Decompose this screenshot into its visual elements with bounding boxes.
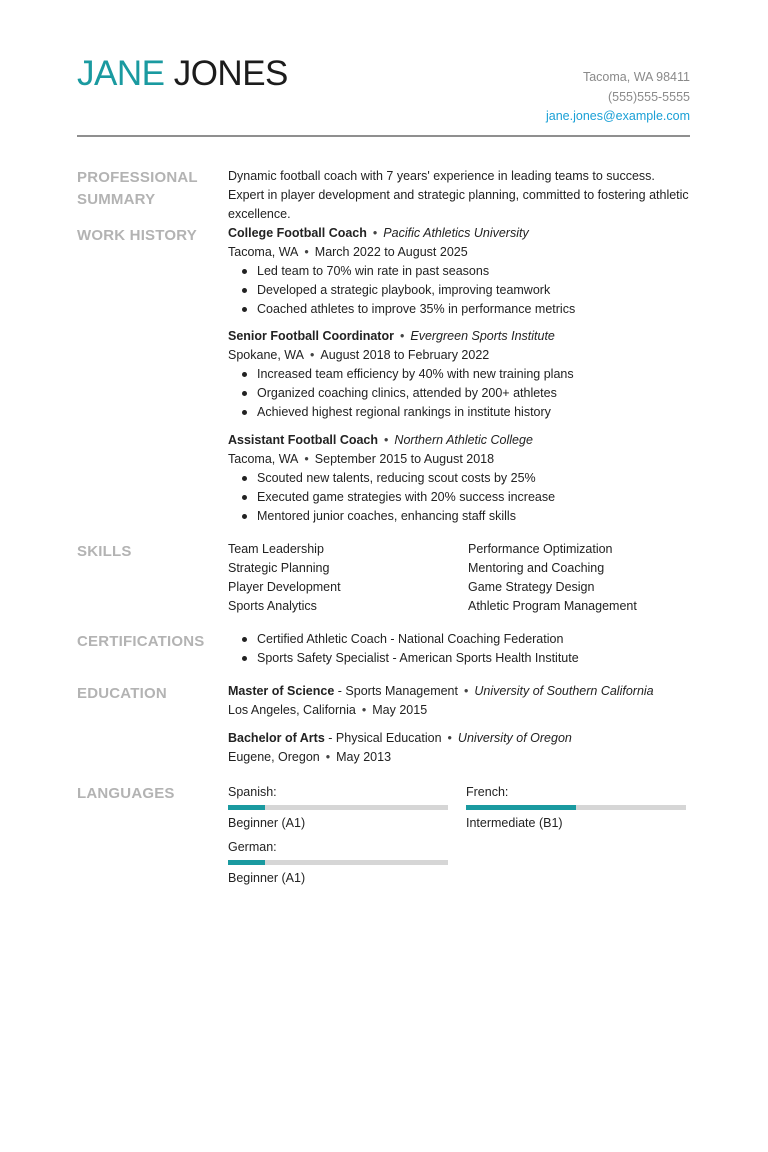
skill-item: Mentoring and Coaching	[468, 561, 605, 575]
separator-dot: •	[463, 684, 469, 698]
graduation-date: May 2015	[372, 703, 428, 717]
job-company: Evergreen Sports Institute	[410, 329, 555, 343]
separator-dot: •	[372, 226, 378, 240]
language-item	[228, 784, 448, 833]
job-title: College Football Coach	[228, 226, 367, 240]
school: University of Oregon	[457, 731, 572, 745]
skill-item: Team Leadership	[228, 542, 324, 556]
school: University of Southern California	[474, 684, 654, 698]
language-proficiency-bar	[228, 860, 448, 865]
separator-dot: •	[399, 329, 405, 343]
separator-dot: •	[447, 731, 452, 745]
job-dates: September 2015 to August 2018	[314, 452, 495, 466]
phone: (555)555-5555	[607, 89, 690, 104]
language-proficiency-fill	[466, 805, 576, 810]
education-entry	[228, 729, 690, 767]
job-dates: August 2018 to February 2022	[320, 348, 490, 362]
section-title-line: PROFESSIONAL	[77, 169, 198, 186]
job-bullets	[228, 365, 690, 422]
cert-bullets	[228, 630, 690, 668]
section-title-education: EDUCATION	[77, 685, 167, 702]
language-item	[228, 839, 448, 888]
job-entry	[228, 224, 690, 319]
separator-dot: •	[304, 452, 309, 466]
job-title: Assistant Football Coach	[228, 433, 379, 447]
section-title-skills: SKILLS	[77, 543, 132, 560]
section-title-languages: LANGUAGES	[77, 785, 175, 802]
language-proficiency-bar	[228, 805, 448, 810]
job-company: Northern Athletic College	[394, 433, 533, 447]
job-company: Pacific Athletics University	[383, 226, 529, 240]
education-header	[228, 682, 690, 701]
language-item	[466, 784, 686, 833]
job-bullet: Coached athletes to improve 35% in performance metrics	[257, 300, 690, 319]
degree-field: - Physical Education	[328, 731, 442, 745]
contact-block	[546, 68, 690, 127]
language-proficiency-fill	[228, 805, 265, 810]
job-bullet: Scouted new talents, reducing scout costs by 25%	[257, 469, 690, 488]
education-entry	[228, 682, 690, 720]
cert-item: Certified Athletic Coach - National Coaching Federation	[257, 630, 690, 649]
separator-dot: •	[325, 750, 331, 764]
job-bullet: Executed game strategies with 20% success increase	[257, 488, 690, 507]
section-title-certifications: CERTIFICATIONS	[77, 633, 205, 650]
skill-item: Performance Optimization	[468, 542, 613, 556]
job-header	[228, 224, 690, 243]
degree-field: - Sports Management	[337, 684, 458, 698]
job-location: Spokane, WA	[228, 348, 304, 362]
language-proficiency-bar	[466, 805, 686, 810]
separator-dot: •	[304, 245, 309, 259]
job-bullets	[228, 262, 690, 319]
section-title-work-history: WORK HISTORY	[77, 227, 197, 244]
last-name: JONES	[173, 54, 288, 93]
email-link[interactable]: jane.jones@example.com	[545, 109, 690, 123]
job-location: Tacoma, WA	[228, 452, 299, 466]
education-header	[228, 729, 690, 748]
job-entry	[228, 431, 690, 526]
separator-dot: •	[384, 433, 389, 447]
summary-text: Dynamic football coach with 7 years' experience in leading teams to success. Expert in player development and strategic planning, committed to fostering athletic excellence.	[228, 169, 689, 221]
address: Tacoma, WA 98411	[582, 70, 690, 84]
job-header	[228, 327, 690, 346]
language-level: Intermediate (B1)	[466, 816, 563, 830]
skill-item: Strategic Planning	[228, 561, 330, 575]
degree: Bachelor of Arts	[228, 731, 325, 745]
candidate-name	[77, 52, 288, 96]
language-proficiency-fill	[228, 860, 265, 865]
job-bullet: Developed a strategic playbook, improving teamwork	[257, 281, 690, 300]
job-bullet: Increased team efficiency by 40% with new training plans	[257, 365, 690, 384]
language-level: Beginner (A1)	[228, 816, 306, 830]
skill-item: Athletic Program Management	[468, 599, 637, 613]
job-meta	[228, 450, 690, 469]
section-title-summary	[77, 167, 207, 211]
separator-dot: •	[309, 348, 315, 362]
job-header	[228, 431, 690, 450]
language-name: German:	[228, 840, 277, 854]
first-name: JANE	[77, 54, 165, 93]
job-meta	[228, 346, 690, 365]
job-dates: March 2022 to August 2025	[314, 245, 468, 259]
education-meta	[228, 748, 690, 767]
degree: Master of Science	[228, 684, 335, 698]
job-meta	[228, 243, 690, 262]
header-divider	[77, 135, 690, 137]
certifications-list	[228, 630, 690, 668]
job-bullet: Mentored junior coaches, enhancing staff skills	[257, 507, 690, 526]
graduation-date: May 2013	[336, 750, 392, 764]
skill-item: Player Development	[228, 580, 341, 594]
job-location: Tacoma, WA	[228, 245, 299, 259]
job-bullet: Organized coaching clinics, attended by 200+ athletes	[257, 384, 690, 403]
separator-dot: •	[361, 703, 367, 717]
job-bullet: Led team to 70% win rate in past seasons	[257, 262, 690, 281]
language-level: Beginner (A1)	[228, 871, 306, 885]
job-bullets	[228, 469, 690, 526]
skill-item: Game Strategy Design	[468, 580, 595, 594]
education-meta	[228, 701, 690, 720]
school-location: Los Angeles, California	[228, 703, 356, 717]
cert-item: Sports Safety Specialist - American Sports Health Institute	[257, 649, 690, 668]
job-title: Senior Football Coordinator	[228, 329, 394, 343]
job-bullet: Achieved highest regional rankings in institute history	[257, 403, 690, 422]
language-name: Spanish:	[228, 785, 277, 799]
school-location: Eugene, Oregon	[228, 750, 320, 764]
section-title-line: SUMMARY	[77, 191, 156, 208]
job-entry	[228, 327, 690, 422]
skills-list	[228, 540, 690, 616]
language-name: French:	[466, 785, 509, 799]
skill-item: Sports Analytics	[228, 599, 317, 613]
